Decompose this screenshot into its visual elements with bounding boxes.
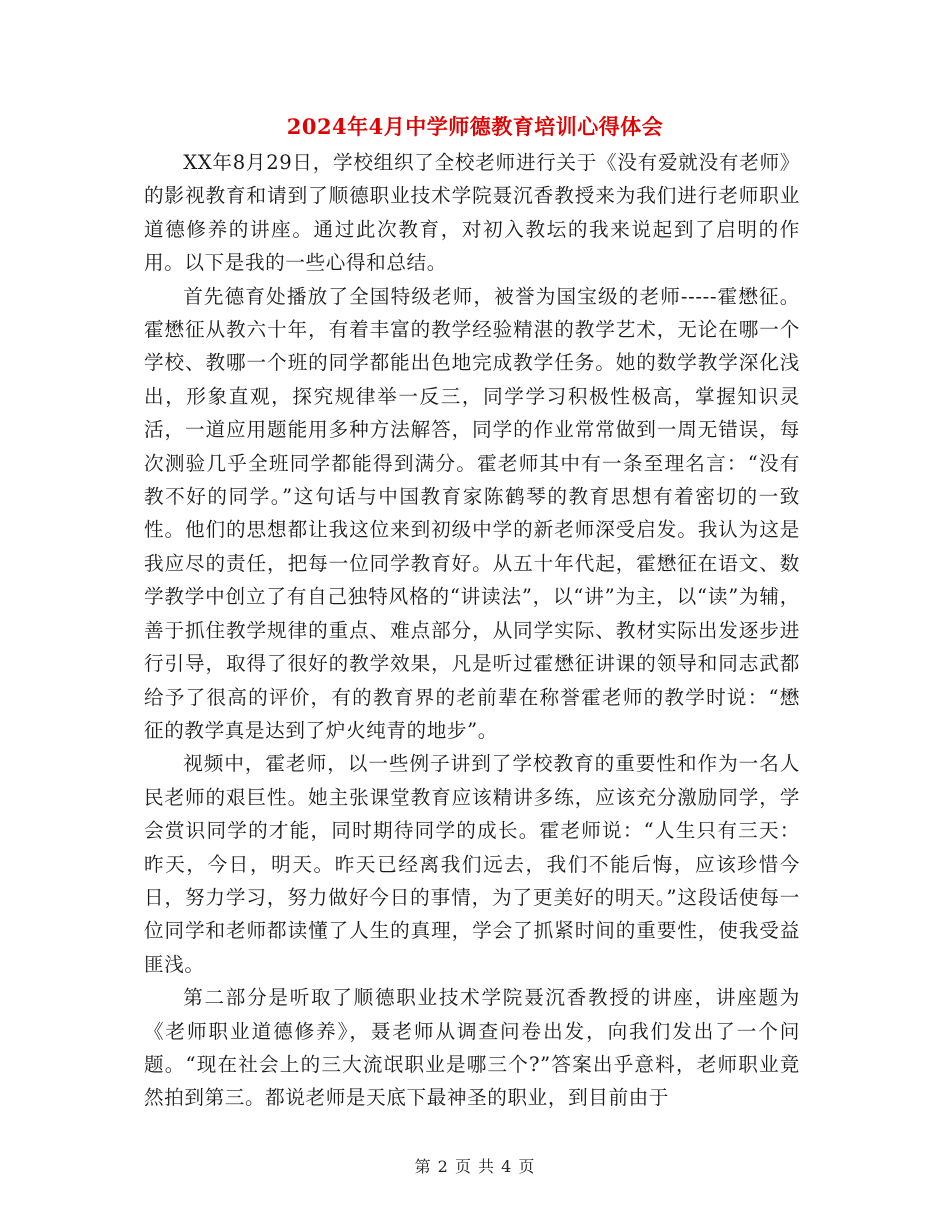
document-title: 2024年4月中学师德教育培训心得体会 — [286, 114, 664, 139]
document-body — [144, 146, 800, 1115]
paragraph: 视频中，霍老师，以一些例子讲到了学校教育的重要性和作为一名人民老师的艰巨性。她主张课堂教育应该精讲多练，应该充分激励同学，学会赏识同学的才能，同时期待同学的成长。霍老师说：“人生只有三天：昨天，今日，明天。昨天已经离我们远去，我们不能后悔，应该珍惜今日，努力学习，努力做好今日的事情，为了更美好的明天。”这段话使每一位同学和老师都读懂了人生的真理，学会了抓紧时间的重要性，使我受益匪浅。 — [144, 752, 800, 976]
paragraph: 第二部分是听取了顺德职业技术学院聂沉香教授的讲座，讲座题为《老师职业道德修养》，聂老师从调查问卷出发，向我们发出了一个问题。“现在社会上的三大流氓职业是哪三个?”答案出乎意料，老师职业竟然拍到第三。都说老师是天底下最神圣的职业，到目前由于 — [144, 986, 800, 1110]
paragraph: XX年8月29日，学校组织了全校老师进行关于《没有爱就没有老师》的影视教育和请到了顺德职业技术学院聂沉香教授来为我们进行老师职业道德修养的讲座。通过此次教育，对初入教坛的我来说起到了启明的作用。以下是我的一些心得和总结。 — [144, 151, 800, 275]
page-number-footer: 第 2 页 共 4 页 — [414, 1157, 536, 1176]
paragraph: 首先德育处播放了全国特级老师，被誉为国宝级的老师-----霍懋征。霍懋征从教六十年，有着丰富的教学经验精湛的教学艺术，无论在哪一个学校、教哪一个班的同学都能出色地完成教学任务。她的数学教学深化浅出，形象直观，探究规律举一反三，同学学习积极性极高，掌握知识灵活，一道应用题能用多种方法解答，同学的作业常常做到一周无错误，每次测验几乎全班同学都能得到满分。霍老师其中有一条至理名言：“没有教不好的同学。”这句话与中国教育家陈鹤琴的教育思想有着密切的一致性。他们的思想都让我这位来到初级中学的新老师深受启发。我认为这是我应尽的责任，把每一位同学教育好。从五十年代起，霍懋征在语文、数学教学中创立了有自己独特风格的“讲读法”，以“讲”为主，以“读”为辅，善于抓住教学规律的重点、难点部分，从同学实际、教材实际出发逐步进行引导，取得了很好的教学效果，凡是听过霍懋征讲课的领导和同志武都给予了很高的评价，有的教育界的老前辈在称誉霍老师的教学时说：“懋征的教学真是达到了炉火纯青的地步”。 — [144, 284, 800, 742]
